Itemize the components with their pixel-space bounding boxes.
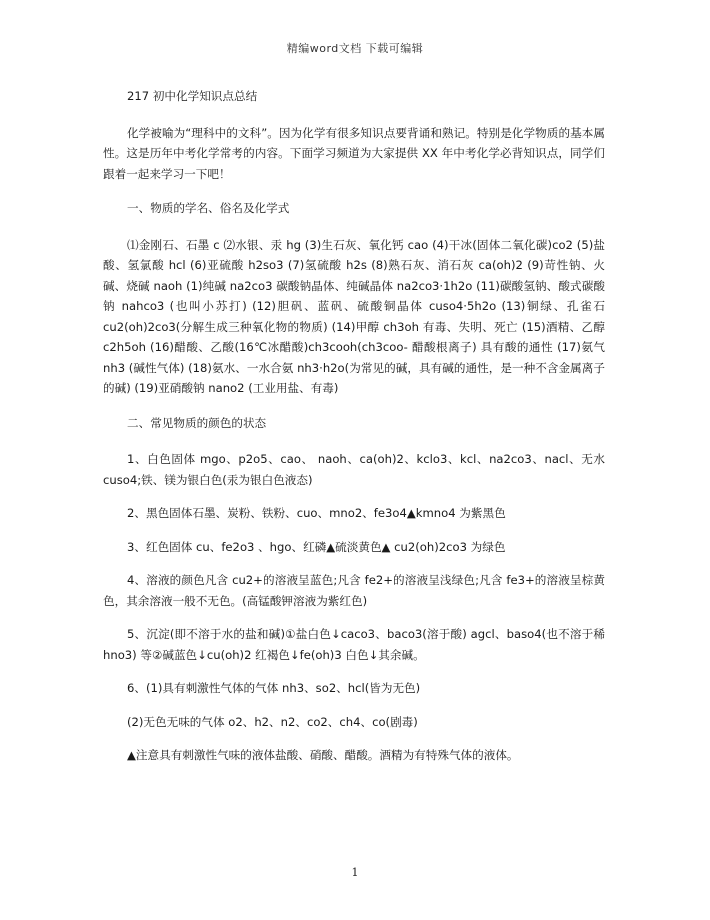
names-formulas-paragraph: ⑴金刚石、石墨 c ⑵水银、汞 hg (3)生石灰、氧化钙 cao (4)干冰(固体二氧化碳)co2 (5)盐酸、氢氯酸 hcl (6)亚硫酸 h2so3 (7)氢硫酸 h2s (8)熟石灰、消石灰 ca(oh)2 (9)苛性钠、火碱、烧碱 naoh (1)纯碱 na2co3 碳酸钠晶体、纯碱晶体 na2co3·1h2o (11)碳酸氢钠、酸式碳酸钠 nahco3 (也叫小苏打) (12)胆矾、蓝矾、硫酸铜晶体 cuso4·5h2o (13)铜绿、孔雀石 cu2(oh)2co3(分解生成三种氧化物的物质) (14)甲醇 ch3oh 有毒、失明、死亡 (15)酒精、乙醇 c2h5oh (16)醋酸、乙酸(16℃冰醋酸)ch3cooh(ch3coo- 醋酸根离子) 具有酸的通性 (17)氨气 nh3 (碱性气体) (18)氨水、一水合氨 nh3·h2o(为常见的碱，具有碱的通性，是一种不含金属离子的碱) (19)亚硝酸钠 nano2 (工业用盐、有毒) [103, 237, 605, 395]
color-item-precipitates: 5、沉淀(即不溶于水的盐和碱)①盐白色↓caco3、baco3(溶于酸) agcl、baso4(也不溶于稀 hno3) 等②碱蓝色↓cu(oh)2 红褐色↓fe(oh)3 白色↓其余碱。 [103, 627, 605, 662]
color-item-red-solids: 3、红色固体 cu、fe2o3 、hgo、红磷▲硫淡黄色▲ cu2(oh)2co3 为绿色 [127, 539, 506, 554]
color-item-odorless-gases: (2)无色无味的气体 o2、h2、n2、co2、ch4、co(剧毒) [127, 714, 418, 729]
section-heading-colors: 二、常见物质的颜色的状态 [127, 415, 267, 430]
section-heading-names: 一、物质的学名、俗名及化学式 [127, 201, 290, 215]
page-number: 1 [351, 866, 359, 879]
note-irritating-liquids: ▲注意具有刺激性气味的液体盐酸、硝酸、醋酸。酒精为有特殊气体的液体。 [127, 748, 519, 762]
color-item-irritating-gases: 6、(1)具有刺激性气体的气体 nh3、so2、hcl(皆为无色) [127, 681, 421, 695]
page-header: 精编word文档 下载可编辑 [286, 42, 424, 55]
document-title: 217 初中化学知识点总结 [127, 89, 258, 103]
color-item-solutions: 4、溶液的颜色凡含 cu2+的溶液呈蓝色;凡含 fe2+的溶液呈浅绿色;凡含 fe3+的溶液呈棕黄色，其余溶液一般不无色。(高锰酸钾溶液为紫红色) [103, 573, 605, 608]
document-body [103, 86, 605, 779]
color-item-white-solids: 1、白色固体 mgo、p2o5、cao、 naoh、ca(oh)2、kclo3、kcl、na2co3、nacl、无水 cuso4;铁、镁为银白色(汞为银白色液态) [103, 452, 605, 487]
intro-paragraph: 化学被喻为“理科中的文科”。因为化学有很多知识点要背诵和熟记。特别是化学物质的基本属性。这是历年中考化学常考的内容。下面学习频道为大家提供 XX 年中考化学必背知识点，同学们跟着一起来学习一下吧！ [103, 125, 605, 181]
color-item-black-solids: 2、黑色固体石墨、炭粉、铁粉、cuo、mno2、fe3o4▲kmno4 为紫黑色 [127, 506, 506, 520]
